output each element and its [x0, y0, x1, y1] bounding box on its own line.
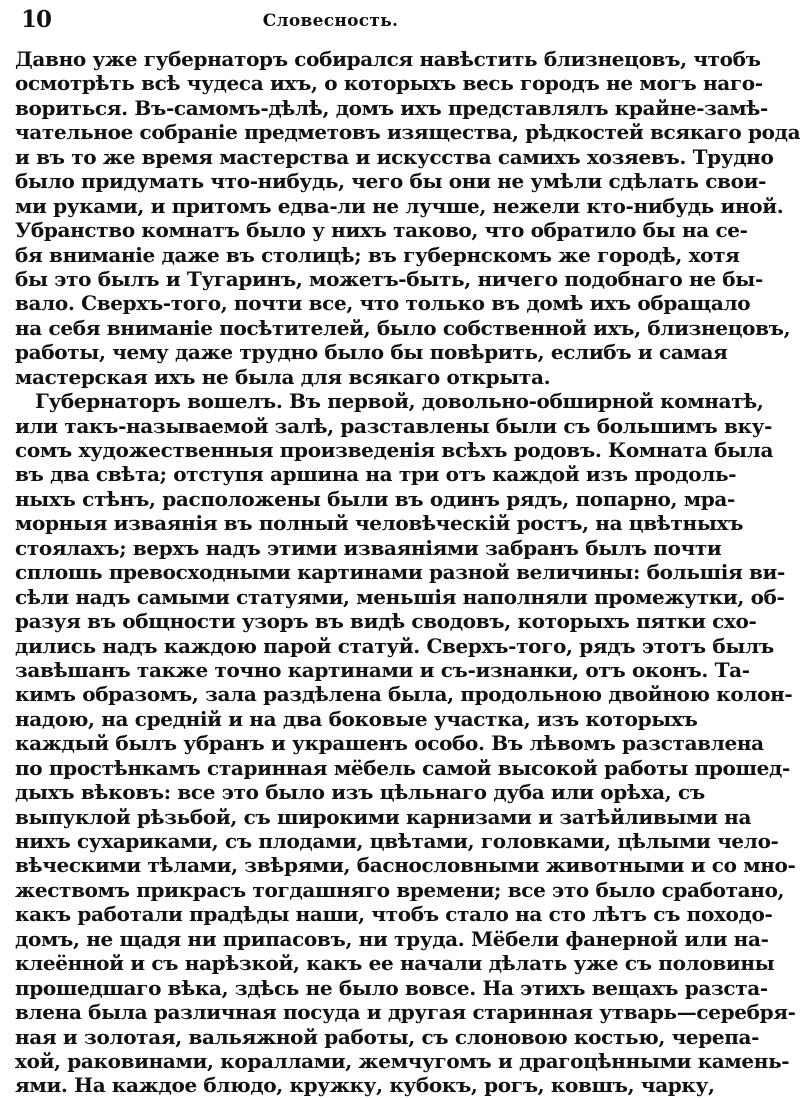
text-line: Давно уже губернаторъ собирался навѣстить близнецовъ, чтобъ: [15, 47, 761, 71]
text-line: хой, раковинами, кораллами, жемчугомъ и драгоцѣнными камень-: [15, 1048, 790, 1073]
text-line: ями. На каждое блюдо, кружку, кубокъ, рогъ, ковшъ, чарку,: [15, 1073, 715, 1098]
text-line: чательное собраніе предметовъ изящества, рѣдкостей всякаго рода: [15, 120, 800, 145]
text-line: дились надъ каждою парой статуй. Сверхъ-того, рядъ этотъ былъ: [15, 633, 774, 658]
text-line: прошедшаго вѣка, здѣсь не было вовсе. На этихъ вещахъ разста-: [15, 975, 768, 1000]
paragraph: [15, 389, 796, 1098]
text-line: дыхъ вѣковъ: все это было изъ цѣльнаго дуба или орѣха, съ: [15, 780, 705, 805]
text-line: нихъ сухариками, съ плодами, цвѣтами, головками, цѣлыми чело-: [15, 829, 779, 853]
page-header: [15, 0, 646, 46]
page-number: 10: [21, 6, 52, 33]
text-line: было придумать что-нибудь, чего бы они не умѣли сдѣлать свои-: [15, 169, 767, 194]
text-line: ная и золотая, вальяжной работы, съ слоновою костью, черепа-: [15, 1024, 760, 1049]
text-line: ми руками, и притомъ едва-ли не лучше, нежели кто-нибудь иной.: [15, 193, 784, 218]
text-line: сомъ художественныя произведенія всѣхъ родовъ. Комната была: [15, 438, 774, 462]
text-line: вориться. Въ-самомъ-дѣлѣ, домъ ихъ представлялъ крайне-замѣ-: [15, 95, 768, 120]
text-line: бя вниманіе даже въ столицѣ; въ губернскомъ же городѣ, хотя: [15, 242, 740, 267]
text-line: влена была различная посуда и другая старинная утварь—серебря-: [15, 1000, 796, 1025]
text-line: вѣческими тѣлами, звѣрями, баснословными животными и со мно-: [15, 853, 796, 878]
text-line: выпуклой рѣзьбой, съ широкими карнизами и затѣйливыми на: [15, 804, 752, 829]
text-line: надою, на средній и на два боковые участка, изъ которыхъ: [15, 706, 698, 731]
body-text: [15, 47, 800, 1098]
text-line: и въ то же время мастерства и искусства самихъ хозяевъ. Трудно: [15, 144, 774, 169]
text-line: ныхъ стѣнъ, расположены были въ одинъ рядъ, попарно, мра-: [15, 486, 735, 511]
text-line: по простѣнкамъ старинная мёбель самой высокой работы прошед-: [15, 755, 790, 780]
text-line: морныя изваянія въ полный человѣческій ростъ, на цвѣтныхъ: [15, 511, 744, 536]
text-line: Убранство комнатъ было у нихъ таково, что обратило бы на се-: [15, 218, 748, 243]
text-line: бы это былъ и Тугаринъ, можетъ-быть, ничего подобнаго не бы-: [15, 266, 763, 291]
text-line: Губернаторъ вошелъ. Въ первой, довольно-обширной комнатѣ,: [35, 389, 764, 414]
text-line: завѣшанъ также точно картинами и съ-изнанки, отъ оконъ. Та-: [15, 657, 750, 682]
text-line: осмотрѣть всѣ чудеса ихъ, о которыхъ весь городъ не могъ наго-: [15, 71, 763, 96]
text-line: мастерская ихъ не была для всякаго открыта.: [15, 364, 551, 389]
text-line: разуя въ общности узоръ въ видѣ сводовъ, которыхъ пятки схо-: [15, 609, 757, 634]
text-line: работы, чему даже трудно было бы повѣрить, еслибъ и самая: [15, 340, 728, 365]
text-line: сѣли надъ самыми статуями, меньшія наполняли промежутки, об-: [15, 584, 785, 609]
text-line: или такъ-называемой залѣ, разставлены были съ большимъ вку-: [15, 413, 773, 438]
text-line: стоялахъ; верхъ надъ этими изваяніями забранъ былъ почти: [15, 535, 722, 560]
text-line: какъ работали прадѣды наши, чтобъ стало на сто лѣтъ съ походо-: [15, 902, 773, 927]
running-title: Словесность.: [262, 11, 399, 31]
text-line: сплошь превосходными картинами разной величины: большія ви-: [15, 560, 785, 585]
text-line: въ два свѣта; отступя аршина на три отъ каждой изъ продоль-: [15, 462, 737, 487]
text-line: домъ, не щадя ни припасовъ, ни труда. Мёбели фанерной или на-: [15, 926, 769, 951]
text-line: кимъ образомъ, зала раздѣлена была, продольною двойною колон-: [15, 682, 793, 707]
text-line: клеённой и съ нарѣзкой, какъ ее начали дѣлать уже съ половины: [15, 951, 775, 976]
text-line: каждый былъ убранъ и украшенъ особо. Въ лѣвомъ разставлена: [15, 731, 764, 756]
text-line: жествомъ прикрасъ тогдашняго времени; все это было сработано,: [15, 877, 785, 902]
paragraph: [15, 47, 800, 389]
text-line: на себя вниманіе посѣтителей, было собственной ихъ, близнецовъ,: [15, 315, 791, 340]
text-line: вало. Сверхъ-того, почти все, что только въ домѣ ихъ обращало: [15, 291, 751, 316]
